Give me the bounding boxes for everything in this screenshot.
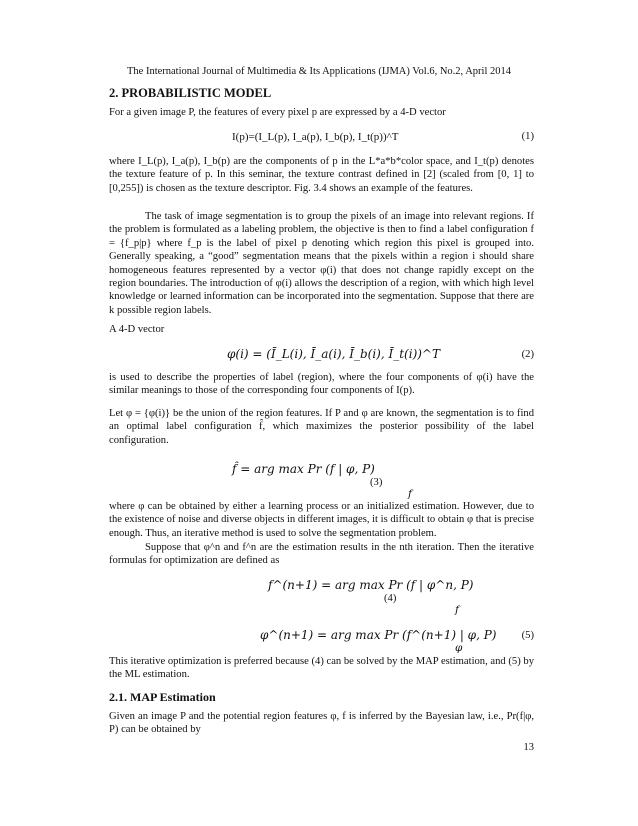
section-2-paragraph-3: The task of image segmentation is to group the pixels of an image into relevant regions. If the problem is formulated as a labeling problem, the objective is then to find a label configuration f = {f_p|p} where f_p is the label of pixel p denoting which region this pixel is grouped into. Generally speaking, a “good” segmentation means that the pixels within a region i should share homogeneous features represented by a vector φ(i) that does not change rapidly except on the region boundaries. The introduction of φ(i) allows the description of a region, with which high level knowledge or learned information can be incorporated into the segmentation. Suppose that there are k possible region labels.	[109, 211, 534, 316]
equation-3: f̂ = arg max Pr (f | φ, P)	[232, 462, 375, 476]
equation-3-subscript: f	[408, 488, 412, 500]
running-header: The International Journal of Multimedia & Its Applications (IJMA) Vol.6, No.2, April 2014	[127, 66, 511, 77]
equation-1	[232, 131, 399, 143]
equation-2: φ(i) = (Ī_L(i), Ī_a(i), Ī_b(i), Ī_t(i))^T	[227, 347, 440, 361]
equation-3-number: (3)	[370, 477, 383, 488]
section-2-paragraph-9: This iterative optimization is preferred because (4) can be solved by the MAP estimation, and (5) by the ML estimation.	[109, 656, 534, 681]
section-2-paragraph-1: For a given image P, the features of every pixel p are expressed by a 4-D vector	[109, 107, 446, 118]
section-2-paragraph-8: Suppose that φ^n and f^n are the estimation results in the nth iteration. Then the iterative formulas for optimization are defined as	[109, 542, 534, 567]
section-2-1-title: 2.1. MAP Estimation	[109, 690, 216, 704]
equation-1-body: I(p)=(I_L(p), I_a(p), I_b(p), I_t(p))^T	[232, 131, 399, 143]
section-2-paragraph-2: where I_L(p), I_a(p), I_b(p) are the components of p in the L*a*b*color space, and I_t(p) denotes the texture feature of p. In this seminar, the texture contrast defined in [2] (scaled from [0, 1] to [0,255]) is chosen as the texture descriptor. Fig. 3.4 shows an example of the features.	[109, 156, 534, 194]
equation-5-number: (5)	[521, 630, 534, 641]
section-2-1-paragraph-1: Given an image P and the potential region features φ, f is inferred by the Bayesian law, i.e., Pr(f|φ, P) can be obtained by	[109, 711, 534, 736]
page-number: 13	[523, 742, 534, 753]
equation-4: f^(n+1) = arg max Pr (f | φ^n, P)	[268, 578, 474, 592]
section-2-paragraph-4: A 4-D vector	[109, 324, 165, 335]
equation-4-subscript: f	[455, 604, 459, 616]
section-2-title: 2. PROBABILISTIC MODEL	[109, 86, 272, 100]
equation-2-number: (2)	[521, 349, 534, 360]
equation-4-number: (4)	[384, 593, 397, 604]
section-2-paragraph-6: Let φ = {φ(i)} be the union of the region features. If P and φ are known, the segmentation is to find an optimal label configuration f̂, which maximizes the posterior possibility of the label configuration.	[109, 408, 534, 446]
equation-1-number: (1)	[521, 131, 534, 142]
equation-5: φ^(n+1) = arg max Pr (f^(n+1) | φ, P)	[260, 628, 497, 642]
section-2-paragraph-5: is used to describe the properties of label (region), where the four components of φ(i) have the similar meanings to those of the corresponding four components of I(p).	[109, 372, 534, 397]
section-2-paragraph-7: where φ can be obtained by either a learning process or an initialized estimation. However, due to the existence of noise and diverse objects in different images, it is difficult to obtain φ that is precise enough. Thus, an iterative method is used to solve the segmentation problem.	[109, 501, 534, 539]
equation-5-subscript: φ	[455, 642, 463, 654]
